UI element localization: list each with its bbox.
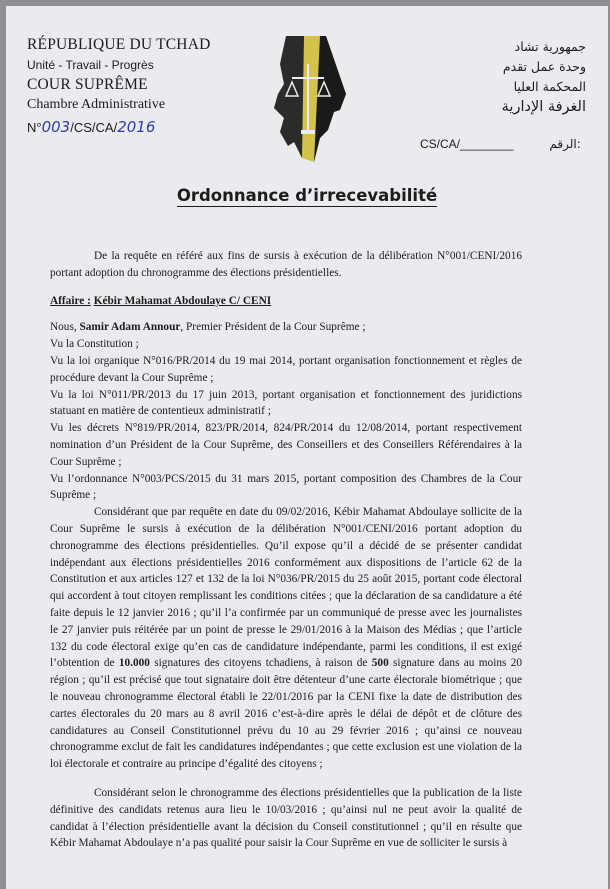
considering-paragraph-1: Considérant que par requête en date du 09/02/2016, Kébir Mahamat Abdoulaye sollicite de la Cour Suprême le sursis à exécution de la délibération N°001/CENI/2016 portant adoption du chronogramme des élections présidentielles. Qu’il expose qu’il a décidé de se présenter candidat indépendant aux élections présidentielles 2016 conformément aux dispositions de l’article 62 de la Constitution et aux articles 127 et 132 de la loi N°036/PR/2015 du 25 août 2015, portant code électoral qui accordent à tout citoyen remplissant les conditions citées ; que la déclaration de sa candidature a été faite depuis le 12 janvier 2016 ; qu’il l’a confirmée par un communiqué de presse avec les journalistes le 27 janvier puis réitérée par un point de presse le 29/01/2016 à la Maison des Médias ; que l’article 132 du code électoral exige qu’en cas de candidature indépendante, parmi les conditions, il est exigé l’obtention de 10.000 signatures des citoyens tchadiens, à raison de 500 signature dans au moins 20 région ; qu’il est précisé que tout signataire doit être détenteur d’une carte électorale biométrique ; que le nouveau chronogramme électoral établi le 22/01/2016 par la CENI fixe la date de distribution des cartes électorales du 20 mars au 8 avril 2016 c’est-à-dire après le délai de dépôt et de clôture des candidatures au Conseil Constitutionnel prévu du 10 au 29 février 2016 ; qu’ainsi ce nouveau chronogramme exclut de fait les candidatures indépendantes ; que cette exclusion est une violation de la loi électorale et contraire au principe d’égalité des citoyens ; xyxy=(50,506,522,771)
handwritten-ref-year: 2016 xyxy=(117,118,156,136)
court-name: COUR SUPRÊME xyxy=(27,76,148,93)
header-right xyxy=(502,37,586,117)
case-label: Affaire : xyxy=(50,294,91,307)
ref-blank-line: ________ xyxy=(460,137,514,151)
court-name-ar: المحكمة العليا xyxy=(513,79,586,94)
national-motto: Unité - Travail - Progrès xyxy=(27,58,154,72)
chamber-name-ar: الغرفة الإدارية xyxy=(501,99,586,115)
header-left xyxy=(27,35,211,138)
considering-paragraph-2: Considérant selon le chronogramme des élections présidentielles que la publication de la liste définitive des candidats retenus aura lieu le 10/03/2016 ; qu’ainsi nul ne peut avoir la qualité de candidat à l’élection présidentielle avant la décision du Conseil constitutionnel ; qu’il en résulte que Kébir Mahamat Abdoulaye n’a pas qualité pour saisir la Cour Suprême en vue de solliciter le sursis à xyxy=(50,786,522,850)
reference-number xyxy=(27,117,211,138)
vu-item: Vu l’ordonnance N°003/PCS/2015 du 31 mars 2015, portant composition des Chambres de la Cour Suprême ; xyxy=(50,472,522,502)
handwritten-ref-number: 003 xyxy=(41,118,71,136)
vu-item: Vu la loi organique N°016/PR/2014 du 19 mai 2014, portant organisation fonctionnement et règles de procédure devant la Cour Suprême ; xyxy=(50,354,522,384)
country-name-ar: جمهورية تشاد xyxy=(514,39,586,54)
country-name: RÉPUBLIQUE DU TCHAD xyxy=(27,36,211,53)
president-line: Nous, Samir Adam Annour, Premier Président de la Cour Suprême ; xyxy=(50,321,366,334)
document-page xyxy=(6,6,608,889)
vu-item: Vu la loi N°011/PR/2013 du 17 juin 2013, portant organisation et fonctionnement des juridictions statuant en matière de contentieux administratif ; xyxy=(50,388,522,418)
ref-code: /CS/CA/ xyxy=(70,120,118,135)
ref-prefix: N° xyxy=(27,120,42,135)
case-line xyxy=(50,293,522,310)
document-body xyxy=(50,248,522,852)
ref-code-right: CS/CA/ xyxy=(420,137,461,151)
vu-item: Vu la Constitution ; xyxy=(50,338,139,351)
case-parties: Kébir Mahamat Abdoulaye C/ CENI xyxy=(93,294,272,307)
ref-label-ar: الرقم: xyxy=(549,137,581,151)
intro-paragraph: De la requête en référé aux fins de sursis à exécution de la délibération N°001/CENI/2016 portant adoption du chronogramme des élections présidentielles. xyxy=(50,250,522,279)
motto-ar: وحدة عمل تقدم xyxy=(502,59,586,74)
document-title: Ordonnance d’irrecevabilité xyxy=(176,186,438,205)
reference-right xyxy=(420,137,581,151)
vu-item: Vu les décrets N°819/PR/2014, 823/PR/2014, 824/PR/2014 du 12/08/2014, portant respectivement nomination d’un Président de la Cour Suprême, des Conseillers et des Conseillers Référendaires à la Cour Suprême ; xyxy=(50,422,522,468)
chad-map-scales-emblem-icon xyxy=(268,34,348,164)
chamber-name: Chambre Administrative xyxy=(27,97,166,112)
president-name: Samir Adam Annour xyxy=(79,321,181,334)
